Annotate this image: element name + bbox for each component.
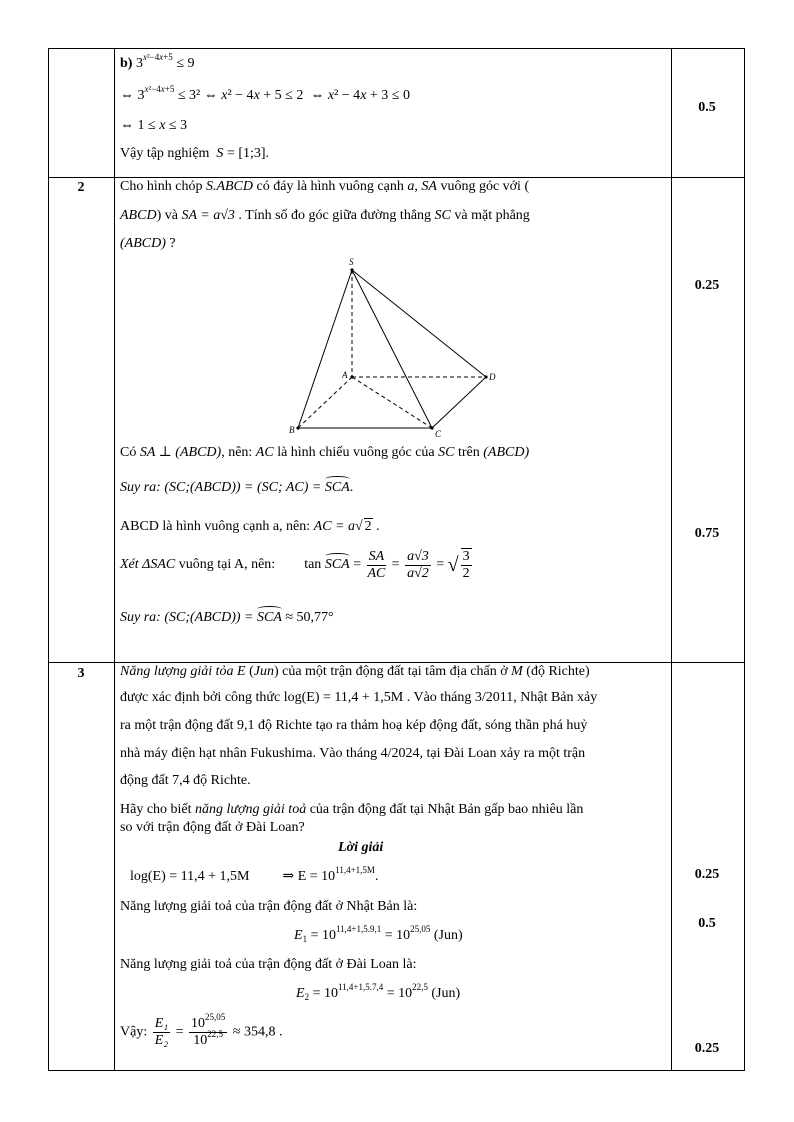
row-divider-1 [48, 177, 745, 178]
q3-intro-line3: ra một trận động đất 9,1 độ Richte tạo ra thảm hoạ kép động đất, sóng thần phá huỷ [120, 718, 588, 733]
q3-solution-line2: Năng lượng giải toả của trận động đất ở Nhật Bản là: [120, 899, 418, 914]
row1-line-conclusion: Vậy tập nghiệm S = [1;3]. [120, 146, 270, 161]
score-row2-a: 0.25 [694, 278, 720, 293]
answer-table [48, 48, 745, 1071]
table-border-right [744, 48, 745, 1071]
score-row2-b: 0.75 [694, 526, 720, 541]
table-border-bottom [48, 1070, 745, 1071]
label-C: C [435, 429, 442, 438]
q3-intro-line1: Năng lượng giải tỏa E (Jun) của một trận động đất tại tâm địa chấn ở M (độ Richte) [120, 664, 590, 679]
q3-solution-line5: $E_2 = 10^{11,4+1,5.7,4} = 10^{22,5}$ (Jun) [296, 982, 461, 1002]
q2-solution-line1: Có SA ⊥ (ABCD), nên: AC là hình chiếu vuông góc của SC trên (ABCD) [120, 445, 530, 460]
score-row3-c: 0.25 [694, 1041, 720, 1056]
score-row3-a: 0.25 [694, 867, 720, 882]
q3-intro-line5: động đất 7,4 độ Richte. [120, 773, 251, 788]
q3-intro-line2: được xác định bởi công thức log(E) = 11,4 + 1,5M . Vào tháng 3/2011, Nhật Bản xảy [120, 690, 598, 705]
q3-solution-line1: log(E) = 11,4 + 1,5M ⇒ $E = 10^{11,4+1,5M}$. [130, 865, 379, 884]
row1-line-equiv1: ⇔ $3^{x^2-4x+5} \le 3^2$ ⇔ x² − 4x + 5 ≤ 2 ⇔ x² − 4x + 3 ≤ 0 [120, 84, 410, 103]
pyramid-figure [282, 256, 502, 438]
table-border-top [48, 48, 745, 49]
q3-solution-title: Lời giải [338, 840, 384, 855]
row1-line-equiv2: ⇔ 1 ≤ x ≤ 3 [120, 118, 188, 133]
q2-solution-line2: Suy ra: (SC;(ABCD)) = (SC; AC) = SCA. [120, 480, 354, 495]
q2-text-line3: (ABCD) ? [120, 236, 176, 251]
q3-solution-line6: Vậy: $\frac{\text{E₁}}{\text{E₂}}$ = $\frac{10^{25,05}}{10^{22,5}}$ ≈ 354,8 . [120, 1012, 283, 1048]
q2-text-line2: ABCD) và SA = a√3 . Tính số đo góc giữa đường thẳng SC và mặt phẳng [120, 208, 530, 223]
label-B: B [289, 425, 295, 435]
q2-text-line1: Cho hình chóp S.ABCD có đáy là hình vuông cạnh a, SA vuông góc với ( [120, 179, 530, 194]
q2-solution-line3: ABCD là hình vuông cạnh a, nên: AC = a√ 2 . [120, 519, 380, 534]
q3-intro-line4: nhà máy điện hạt nhân Fukushima. Vào tháng 4/2024, tại Đài Loan xảy ra một trận [120, 746, 586, 761]
label-D: D [489, 372, 496, 382]
q3-ask-line2: so với trận động đất ở Đài Loan? [120, 820, 305, 835]
q3-solution-line4: Năng lượng giải toả của trận động đất ở Đài Loan là: [120, 957, 417, 972]
question-number-3: 3 [77, 666, 85, 681]
score-row3-b: 0.5 [698, 916, 716, 931]
table-divider-number [114, 48, 115, 1071]
row-divider-2 [48, 662, 745, 663]
q2-solution-line4: Xét ΔSAC vuông tại A, nên: tan SCA = $\frac{SA}{AC}$ = $\frac{a√3}{a√2}$ = √ $\frac{3}{2}$ [120, 548, 470, 581]
score-row1: 0.5 [698, 100, 716, 115]
row1-line-b: b) $3^{x^2-4x+5} \le 9$ [120, 52, 195, 71]
q3-ask-line1: Hãy cho biết năng lượng giải toả của trận động đất tại Nhật Bản gấp bao nhiêu lần [120, 802, 584, 817]
label-S: S [349, 257, 354, 267]
question-number-2: 2 [77, 180, 85, 195]
label-A: A [342, 370, 348, 380]
q2-solution-line5: Suy ra: (SC;(ABCD)) = SCA ≈ 50,77° [120, 610, 334, 625]
q3-solution-line3: $E_1 = 10^{11,4+1,5.9,1} = 10^{25,05}$ (Jun) [294, 924, 463, 944]
table-border-left [48, 48, 49, 1071]
